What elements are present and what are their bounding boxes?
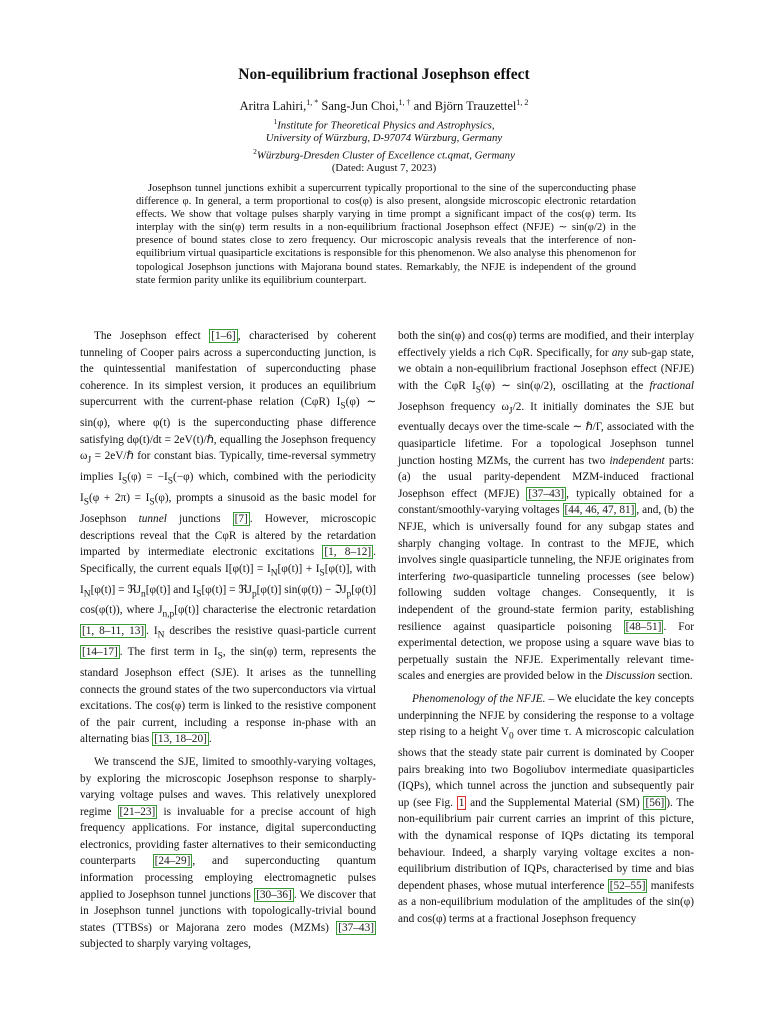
abstract-text: Josephson tunnel junctions exhibit a supercurrent typically proportional to the sine of the superconducting phase difference φ. In general, a term proportional to cos(φ) is also present, alongside microscopic electronic retardation effects. We show that voltage pulses sharply varying in time prompt a significant impact of the cos(φ) term. Its interplay with the sin(φ) term results in a non-equilibrium fractional Josephson effect (NFJE) ∼ sin(φ/2) in the presence of bound states close to zero frequency. Our microscopic analysis reveals that the interference of non-equilibrium virtual quasiparticle excitations is responsible for this phenomenon. We also analyse this phenomenon for topological Josephson junctions with Majorana bound states. Remarkably, the NFJE is independent of the ground state fermion parity unlike its equilibrium counterpart. <box>136 183 636 286</box>
paragraph: The Josephson effect [1–6] , characterised by coherent tunneling of Cooper pairs across a superconducting junction, is the quintessential manifestation of superconducting phase coherence. In its simplest version, it produces an equilibrium supercurrent with the current-phase relation (CφR) $I_S(\varphi)$ ∼ sin(φ), where φ(t) is the superconducting phase difference satisfying dφ(t)/dt = 2eV(t)/ℏ, equalling the Josephson frequency $\omega_J$ = 2eV/ℏ for constant bias. Typically, time-reversal symmetry implies $I_S(\varphi) = -I_S(-\varphi)$ which, combined with the periodicity $I_S(\varphi + 2\pi) = I_S(\varphi)$, prompts a sinusoid as the basic model for Josephson tunnel junctions [7] . However, microscopic descriptions reveal that the CφR is altered by the retardation imparted by intermediate electronic excitations [1, 8–12] . Specifically, the current equals $I[\varphi(t)] = I_N[\varphi(t)] + I_S[\varphi(t)]$, with $I_N[\varphi(t)]$ = ℜJ$_n$[φ(t)] and $I_S[\varphi(t)]$ = ℜJ$_p$[φ(t)] sin(φ(t)) − ℑJ$_p$[φ(t)] cos(φ(t)), where $J_{n,p}[\varphi(t)]$ characterise the electronic retardation [1, 8–11, 13] . $I_N$ describes the resistive quasi-particle current [14–17] . The first term in $I_S$, the sin(φ) term, represents the standard Josephson effect (SJE). It arises as the tunnelling connects the ground states of the two superconductors via virtual excitations. The cos(φ) term is linked to the resistive component of the pair current, including a response in-phase with an alternating bias [13, 18–20] . <box>80 330 376 746</box>
citation-link[interactable]: [1–6] <box>211 330 236 342</box>
date-line: (Dated: August 7, 2023) <box>331 162 437 174</box>
abstract <box>136 182 636 287</box>
paragraph: We transcend the SJE, limited to smoothly-varying voltages, by exploring the microscopic Josephson response to sharply-varying voltage pulses and waves. This relatively unexplored regime [21–23] is invaluable for a precise account of high frequency applications. For instance, digital superconducting electronics, providing faster alternatives to their semiconducting counterparts [24–29] , and superconducting quantum information processing employing electromagnetic pulses applied to Josephson tunnel junctions [30–36] . We discover that in Josephson tunnel junctions with topologically-trivial bound states (TTBSs) or Majorana zero modes (MZMs) [37–43] subjected to sharply varying voltages, <box>80 755 376 951</box>
citation-link[interactable]: [48–51] <box>625 620 662 633</box>
citation-link[interactable]: [1, 8–11, 13] <box>82 625 145 638</box>
affiliation-mark: 2 <box>253 147 257 156</box>
author-name: and Björn Trauzettel <box>413 99 517 114</box>
affiliation-line: Würzburg-Dresden Cluster of Excellence ct.qmat, Germany <box>256 149 515 162</box>
affiliation-mark: 1 <box>273 117 278 126</box>
citation-link[interactable]: [52–55] <box>609 879 646 892</box>
paragraph: both the sin(φ) and cos(φ) terms are modified, and their interplay effectively yields a rich CφR. Specifically, for any sub-gap state, we obtain a non-equilibrium fractional Josephson effect (NFJE) with the CφR $I_S(\varphi)$ ∼ sin(φ/2), oscillating at the fractional Josephson frequency $\omega_J/2$. It initially dominates the SJE but eventually decays over the time-scale ∼ ℏ/Γ, associated with the quasiparticle lifetime. For a topological Josephson tunnel junction hosting MZMs, the current has two independent parts: (a) the usual parity-dependent MZM-induced fractional Josephson effect (MFJE) [37–43] , typically obtained for a constant/smoothly-varying voltages [44, 46, 47, 81] , and, (b) the NFJE, which is universally found for any subgap states and sharply changing voltage. In contrast to the MFJE, which involves single quasiparticle tunneling, the NFJE originates from interfering two-quasiparticle tunneling processes (see below) following sudden voltage changes. Consequently, it is independent of the ground-state fermion parity, establishing resilience against quasiparticle poisoning [48–51] . For experimental detection, we propose using a square wave bias to perpetually sustain the NFJE. Experimentally relevant time-scales and energies are provided below in the Discussion section. <box>398 330 695 683</box>
citation-link[interactable]: [1, 8–12] <box>324 546 372 559</box>
author-affil-mark: 1, 2 <box>516 98 529 107</box>
body-column-right <box>398 328 694 930</box>
author-affil-mark[interactable]: 1, † <box>398 98 411 107</box>
citation-link[interactable]: [30–36] <box>256 888 292 901</box>
citation-link[interactable]: [21–23] <box>119 805 156 818</box>
citation-link[interactable]: [44, 46, 47, 81] <box>564 504 635 517</box>
citation-link[interactable]: [37–43] <box>528 487 565 500</box>
citation-link[interactable]: [14–17] <box>82 646 118 659</box>
author-name: Aritra Lahiri, <box>239 99 307 114</box>
figure-link[interactable]: 1 <box>458 796 465 809</box>
citation-link[interactable]: [24–29] <box>154 855 191 868</box>
citation-link[interactable]: [13, 18–20] <box>154 733 207 746</box>
section-heading: Phenomenology of the NFJE. <box>412 692 546 705</box>
author-affil-mark[interactable]: 1, * <box>306 98 319 107</box>
citation-link[interactable]: [56] <box>645 796 665 809</box>
citation-link[interactable]: [37–43] <box>338 921 374 934</box>
paper-title: Non-equilibrium fractional Josephson effect <box>238 66 530 83</box>
affiliation-1 <box>0 117 768 132</box>
affiliation-2 <box>0 147 768 162</box>
author-name: Sang-Jun Choi, <box>321 99 399 114</box>
citation-link[interactable]: [7] <box>234 512 248 525</box>
affiliation-1-line-2: University of Würzburg, D-97074 Würzburg, Germany <box>265 132 503 144</box>
paragraph: Phenomenology of the NFJE. – We elucidate the key concepts underpinning the NFJE by considering the response to a voltage step rising to a height $V_0$ over time τ. A microscopic calculation shows that the steady state pair current is dominated by Cooper pairs breaking into two Bogoliubov intermediate quasiparticles (IQPs), which tunnel across the junction and subsequently pair up (see Fig. 1 and the Supplemental Material (SM) [56] ). The non-equilibrium pair current carries an imprint of this picture, with the dynamical response of IQPs dictating its temporal behaviour. Indeed, a sharply varying voltage excites a non-equilibrium distribution of IQPs, characterised by time and bias dependent phases, whose mutual interference [52–55] manifests as a non-equilibrium modulation of the amplitudes of the sin(φ) and cos(φ) terms at a fractional Josephson frequency <box>398 692 695 925</box>
body-column-left <box>80 328 376 955</box>
affiliation-line: Institute for Theoretical Physics and Astrophysics, <box>277 119 495 132</box>
author-list <box>0 98 768 114</box>
